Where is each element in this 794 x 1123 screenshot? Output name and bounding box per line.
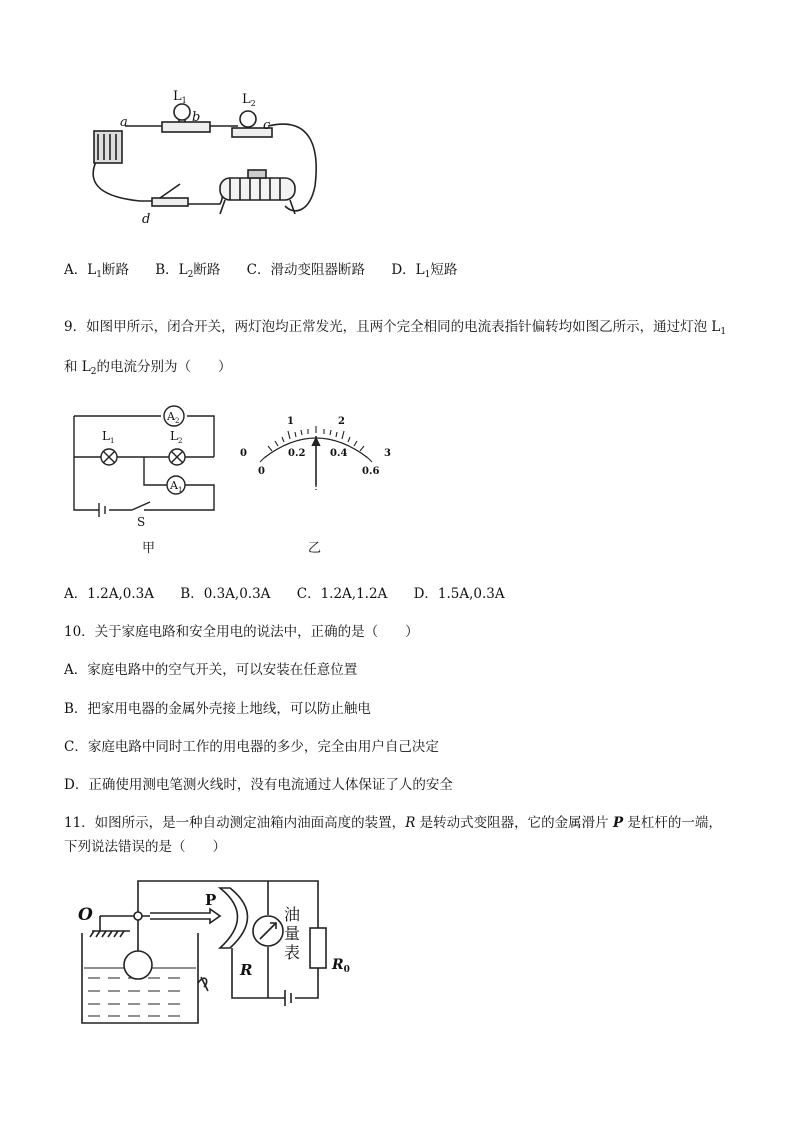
dial-top-1: 1 (287, 416, 294, 427)
meter-a2-label: $A_2$ (167, 410, 180, 425)
label-c: c (263, 118, 271, 133)
q9-option-b[interactable]: B．0.3A,0.3A (180, 586, 271, 602)
q9-figure-yi (236, 410, 396, 560)
q9-options (64, 582, 527, 602)
label-l2: $L_2$ (242, 92, 256, 108)
q8-option-d[interactable]: D．$L_1$短路 (391, 262, 458, 280)
q9-stem-line2: 和 $L_2$的电流分别为（ ） (64, 359, 232, 377)
q10-option-c[interactable]: C．家庭电路中同时工作的用电器的多少，完全由用户自己决定 (64, 739, 439, 755)
dial-bottom-0: 0 (258, 466, 265, 477)
label-p: P (205, 891, 217, 909)
label-a: a (120, 115, 128, 130)
q8-option-b[interactable]: B．$L_2$断路 (155, 262, 221, 280)
q11-stem-line1: 11．如图所示，是一种自动测定油箱内油面高度的装置，R 是转动式变阻器，它的金属滑片 P 是杠杆的一端， (64, 815, 722, 831)
q11-oil-gauge-figure (70, 873, 370, 1033)
q8-circuit-figure (80, 86, 340, 231)
q8-options (64, 258, 479, 280)
meter-label-1: 油 (284, 905, 301, 924)
figure-jia-caption: 甲 (142, 541, 156, 556)
q8-option-a[interactable]: A．$L_1$断路 (64, 262, 129, 280)
label-d: d (142, 212, 151, 227)
lamp-l1-label: $L_1$ (102, 429, 115, 445)
label-o: O (78, 905, 93, 925)
q10-option-a[interactable]: A．家庭电路中的空气开关，可以安装在任意位置 (64, 662, 358, 678)
q9-stem-line1: 9．如图甲所示，闭合开关，两灯泡均正常发光，且两个完全相同的电流表指针偏转均如图乙所示，通过灯泡 $L_1$ (64, 319, 727, 337)
label-l1: $L_1$ (173, 89, 187, 105)
dial-top-2: 2 (338, 416, 345, 427)
switch-s-label: S (137, 515, 146, 529)
lamp-l2-label: $L_2$ (170, 429, 183, 445)
meter-a1-label: $A_1$ (170, 479, 183, 494)
label-b: b (192, 110, 201, 125)
q9-option-a[interactable]: A．1.2A,0.3A (64, 586, 154, 602)
q9-figure-jia (64, 400, 224, 560)
dial-bottom-0.4: 0.4 (330, 448, 348, 459)
meter-label-3: 表 (284, 943, 301, 962)
dial-bottom-0.6: 0.6 (362, 466, 380, 477)
dial-left-end: 0 (240, 448, 247, 459)
q8-option-c[interactable]: C．滑动变阻器断路 (246, 262, 366, 278)
dial-right-end: 3 (384, 448, 391, 459)
label-r: R (240, 961, 253, 979)
q10-option-b[interactable]: B．把家用电器的金属外壳接上地线，可以防止触电 (64, 701, 371, 717)
q9-option-d[interactable]: D．1.5A,0.3A (413, 586, 505, 602)
q9-option-c[interactable]: C．1.2A,1.2A (296, 586, 388, 602)
meter-label-2: 量 (284, 924, 301, 943)
figure-yi-caption: 乙 (308, 541, 322, 556)
label-r0: $R_0$ (332, 957, 350, 975)
q10-option-d[interactable]: D．正确使用测电笔测火线时，没有电流通过人体保证了人的安全 (64, 777, 453, 793)
q11-stem-line2: 下列说法错误的是（ ） (64, 839, 226, 855)
dial-bottom-0.2: 0.2 (288, 448, 306, 459)
q10-stem: 10．关于家庭电路和安全用电的说法中，正确的是（ ） (64, 624, 419, 640)
